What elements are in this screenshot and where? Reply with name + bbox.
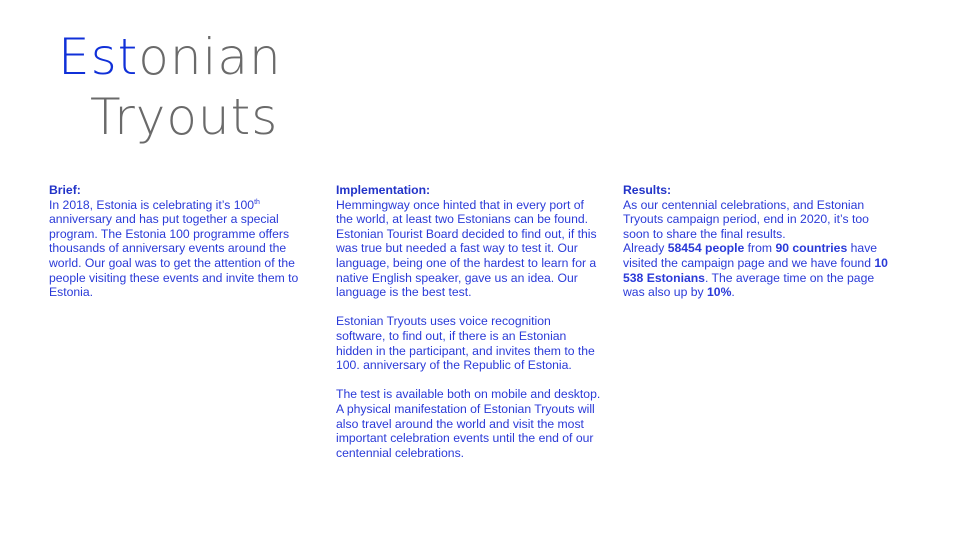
results-heading: Results: (623, 183, 672, 197)
implementation-paragraph: Estonian Tryouts uses voice recognition software, to find out, if there is an Estonian hidden in the participant, and invites them to the 100. anniversary of the Republic of Estonia. (336, 314, 595, 373)
title-rest: onian (138, 28, 282, 86)
implementation-paragraph: The test is available both on mobile and desktop. A physical manifestation of Estonian Tryouts will also travel around the world and visit the most important celebration events until the end of our centennial celebrations. (336, 387, 601, 460)
brief-text: In 2018, Estonia is celebrating it’s 100th anniversary and has put together a special program. The Estonia 100 programme offers thousands of anniversary events around the world. Our goal was to get the attention of the people visiting these events and invite them to Estonia. (49, 197, 299, 300)
implementation-paragraph: Hemmingway once hinted that in every port of the world, at least two Estonians can be found. Estonian Tourist Board decided to find out, if this was true but needed a fast way to test it. Our language, being one of the hardest to learn for a native English speaker, gave us an idea. Our language is the best test. (336, 197, 597, 300)
title-accent: Est (58, 28, 139, 86)
implementation-section (336, 183, 601, 475)
results-section (623, 183, 888, 300)
people-count: 58454 people (667, 241, 745, 256)
implementation-heading: Implementation: (336, 183, 431, 197)
brief-section (49, 183, 314, 314)
estonians-count: 10 538 Estonians (623, 255, 888, 285)
country-count: 90 countries (775, 241, 848, 256)
results-stats: Already 58454 people from 90 countries have visited the campaign page and we have found 10 538 Estonians. The average time on the page was also up by 10%. (623, 241, 888, 300)
time-increase: 10% (707, 285, 732, 300)
brief-heading: Brief: (49, 183, 81, 197)
results-intro: As our centennial celebrations, and Estonian Tryouts campaign period, end in 2020, it’s too soon to share the final results. (623, 197, 869, 241)
title-line-2: Tryouts (90, 88, 279, 146)
title-line-1 (58, 28, 282, 86)
